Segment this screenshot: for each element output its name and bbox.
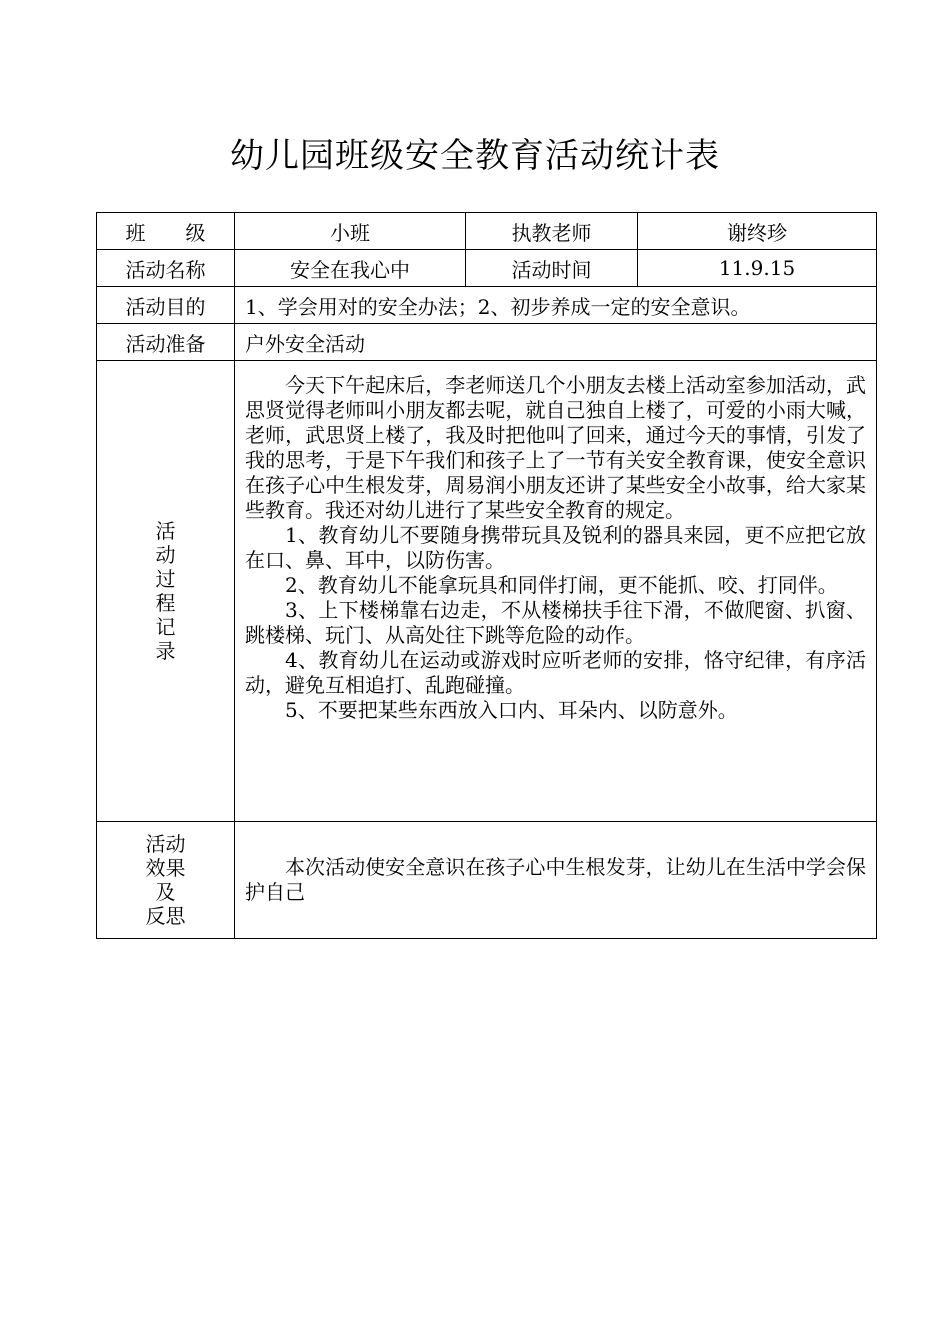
reflect-value: 本次活动使安全意识在孩子心中生根发芽，让幼儿在生活中学会保护自己 bbox=[245, 855, 866, 904]
process-paragraph: 4、教育幼儿在运动或游戏时应听老师的安排，恪守纪律，有序活动，避免互相追打、乱跑碰撞。 bbox=[245, 648, 866, 697]
goal-row bbox=[97, 287, 877, 324]
goal-label: 活动目的 bbox=[97, 287, 235, 324]
process-label: 活动过程记录 bbox=[155, 519, 176, 663]
class-value: 小班 bbox=[235, 213, 466, 250]
process-row bbox=[97, 361, 877, 822]
activity-name-value: 安全在我心中 bbox=[235, 250, 466, 287]
class-label-char-1: 班 bbox=[125, 220, 146, 245]
class-label-char-2: 级 bbox=[185, 220, 206, 245]
class-row bbox=[97, 213, 877, 250]
activity-time-value: 11.9.15 bbox=[638, 250, 877, 287]
reflect-label-line: 效果 bbox=[145, 856, 186, 880]
activity-name-row bbox=[97, 250, 877, 287]
activity-record-table bbox=[96, 212, 877, 939]
reflect-row bbox=[97, 822, 877, 939]
prep-value: 户外安全活动 bbox=[235, 324, 877, 361]
reflect-label-line: 反思 bbox=[145, 904, 186, 928]
class-label bbox=[97, 213, 235, 250]
process-paragraph: 1、教育幼儿不要随身携带玩具及锐利的器具来园，更不应把它放在口、鼻、耳中，以防伤害。 bbox=[245, 523, 866, 572]
reflect-label-line: 及 bbox=[155, 880, 176, 904]
teacher-value: 谢终珍 bbox=[638, 213, 877, 250]
prep-row bbox=[97, 324, 877, 361]
process-paragraph: 5、不要把某些东西放入口内、耳朵内、以防意外。 bbox=[285, 698, 738, 722]
activity-name-label: 活动名称 bbox=[97, 250, 235, 287]
process-paragraph: 2、教育幼儿不能拿玩具和同伴打闹，更不能抓、咬、打同伴。 bbox=[285, 573, 838, 597]
process-record bbox=[235, 361, 877, 822]
prep-label: 活动准备 bbox=[97, 324, 235, 361]
teacher-label: 执教老师 bbox=[466, 213, 638, 250]
page-title: 幼儿园班级安全教育活动统计表 bbox=[230, 136, 720, 176]
process-paragraph: 今天下午起床后，李老师送几个小朋友去楼上活动室参加活动，武思贤觉得老师叫小朋友都去呢，就自己独自上楼了，可爱的小雨大喊，老师，武思贤上楼了，我及时把他叫了回来，通过今天的事情，引发了我的思考，于是下午我们和孩子上了一节有关安全教育课，使安全意识在孩子心中生根发芽，周易润小朋友还讲了某些安全小故事，给大家某些教育。我还对幼儿进行了某些安全教育的规定。 bbox=[245, 373, 866, 522]
reflect-label bbox=[97, 822, 235, 939]
process-paragraph: 3、上下楼梯靠右边走，不从楼梯扶手往下滑，不做爬窗、扒窗、跳楼梯、玩门、从高处往下跳等危险的动作。 bbox=[245, 598, 866, 647]
activity-time-label: 活动时间 bbox=[466, 250, 638, 287]
process-label-cell bbox=[97, 361, 235, 822]
goal-value: 1、学会用对的安全办法；2、初步养成一定的安全意识。 bbox=[235, 287, 877, 324]
reflect-cell bbox=[235, 822, 877, 939]
reflect-label-line: 活动 bbox=[145, 832, 186, 856]
